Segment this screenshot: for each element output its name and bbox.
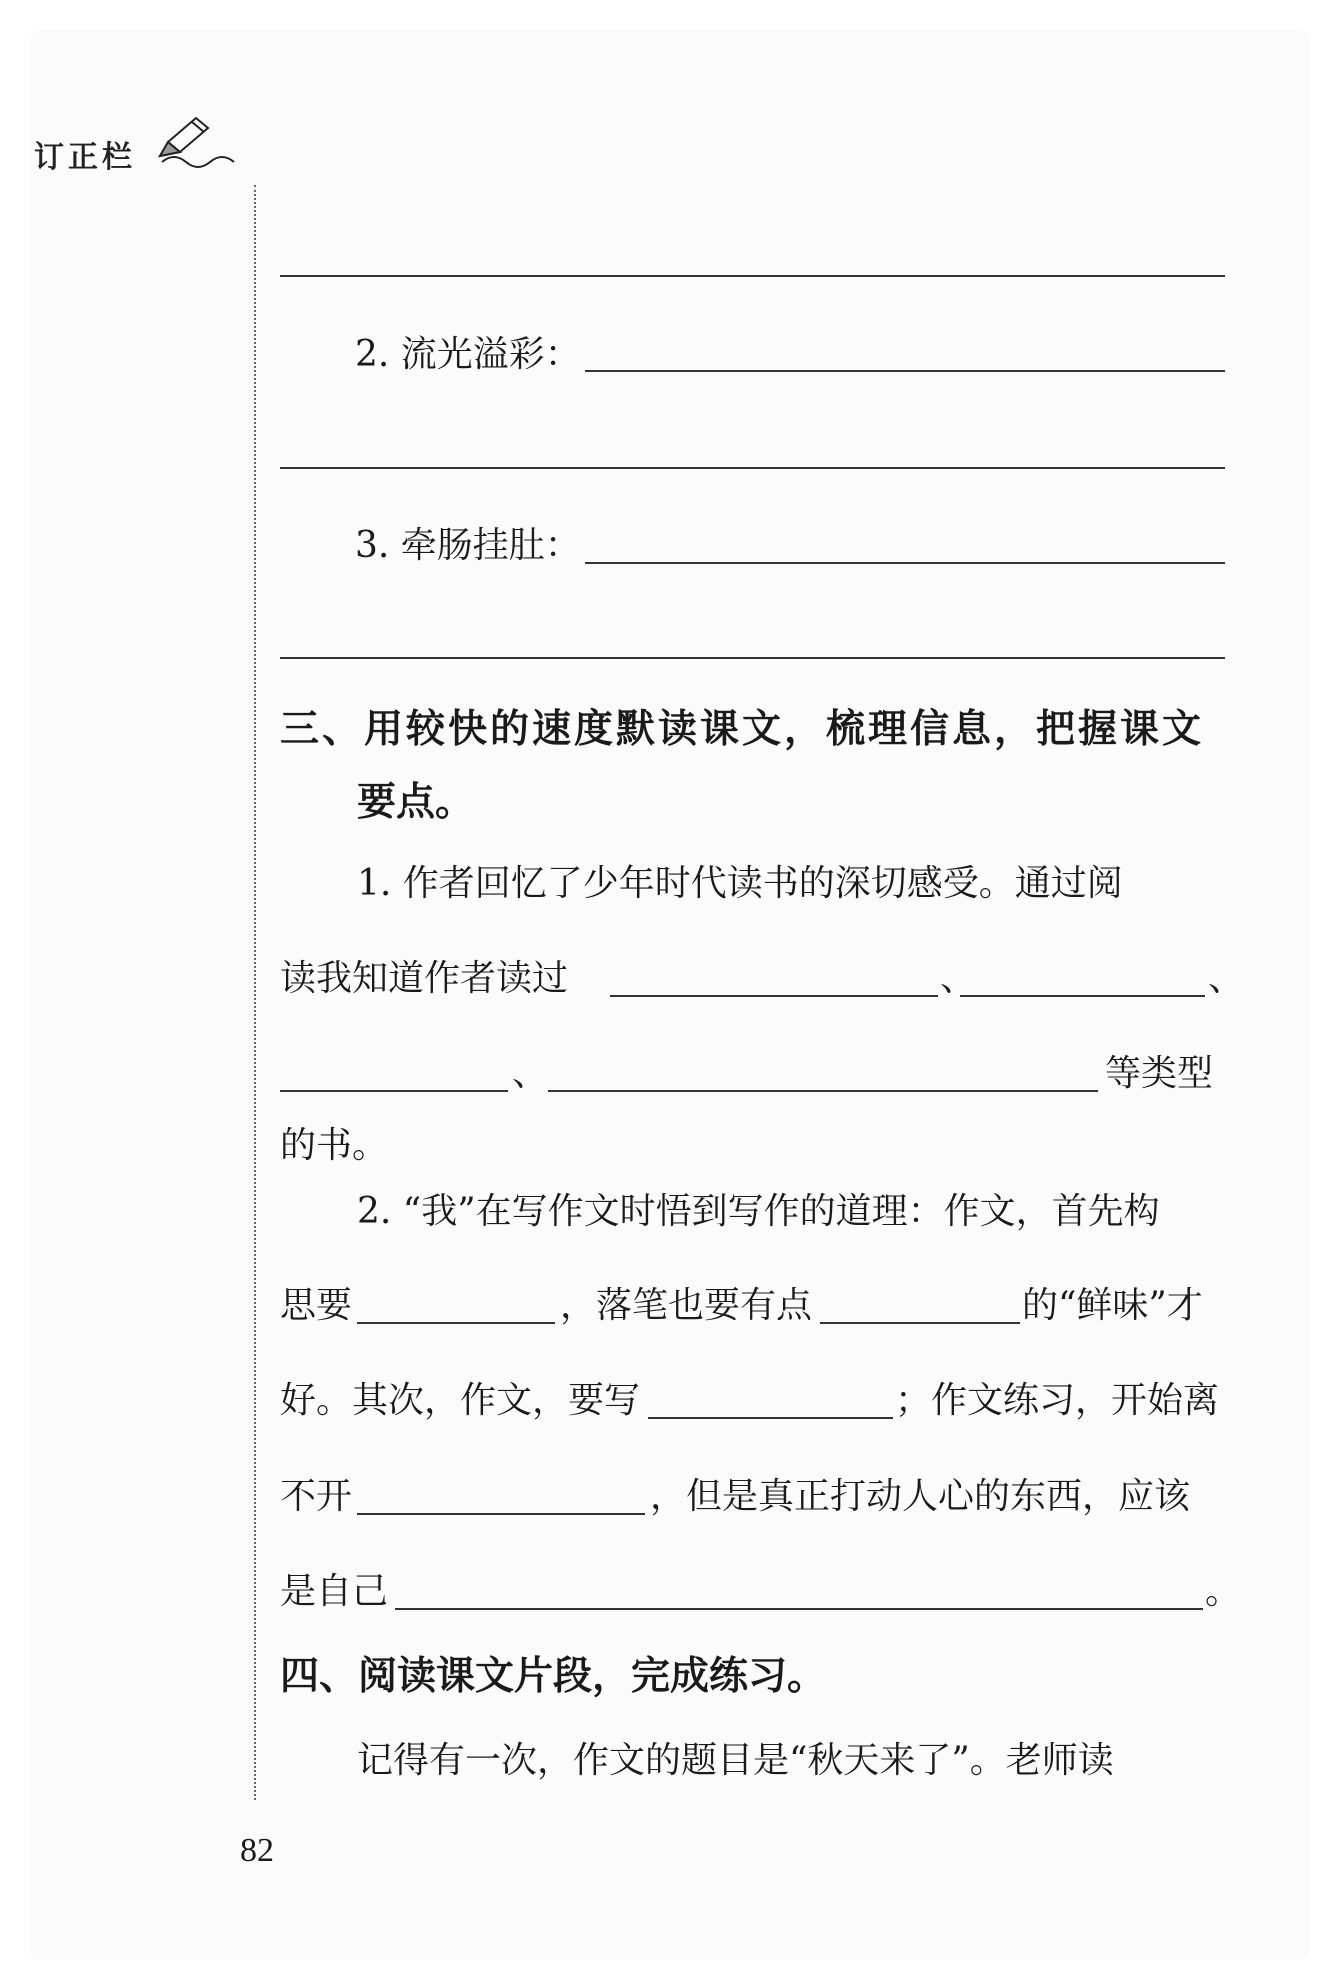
q2-line1: 2. “我”在写作文时悟到写作的道理：作文，首先构: [357, 1191, 1160, 1232]
q2-line4-b: ，但是真正打动人心的东西，应该: [650, 1476, 1191, 1517]
q1-line4: 的书。: [280, 1125, 389, 1166]
blank-book-type-2[interactable]: [960, 995, 1205, 997]
passage-line1: 记得有一次，作文的题目是“秋天来了”。老师读: [357, 1740, 1114, 1781]
q1-line1: 1. 作者回忆了少年时代读书的深切感受。通过阅: [357, 863, 1123, 904]
pencil-icon: [152, 112, 242, 170]
section3-title-cont: 要点。: [357, 780, 475, 825]
section3-title: 三、用较快的速度默读课文，梳理信息，把握课文: [280, 707, 1205, 752]
blank-cannot-leave[interactable]: [357, 1513, 645, 1515]
separator: 、: [1208, 958, 1245, 999]
q1-line2: 读我知道作者读过: [280, 958, 569, 999]
blank-writing[interactable]: [820, 1322, 1020, 1324]
q2-line2-a: 思要: [280, 1285, 353, 1326]
answer-line: [280, 275, 1225, 277]
answer-line[interactable]: [585, 370, 1225, 372]
separator: 、: [940, 958, 977, 999]
q2-line5-b: 。: [1205, 1571, 1242, 1612]
section4-title: 四、阅读课文片段，完成练习。: [280, 1654, 827, 1699]
answer-line[interactable]: [280, 657, 1225, 659]
answer-line[interactable]: [280, 467, 1225, 469]
q2-line4-a: 不开: [280, 1476, 353, 1517]
blank-book-type-4[interactable]: [548, 1090, 1098, 1092]
q2-line3-a: 好。其次，作文，要写: [280, 1380, 641, 1421]
item-label-2: 2. 流光溢彩：: [355, 334, 581, 375]
answer-line[interactable]: [585, 562, 1225, 564]
q1-line3-end: 等类型: [1105, 1053, 1214, 1094]
q2-line2-b: ，落笔也要有点: [560, 1285, 813, 1326]
correction-column-label: 订正栏: [34, 140, 136, 175]
item-label-3: 3. 牵肠挂肚：: [355, 525, 581, 566]
separator: 、: [512, 1053, 549, 1094]
q2-line3-b: ；作文练习，开始离: [895, 1380, 1220, 1421]
blank-conception[interactable]: [357, 1322, 555, 1324]
blank-book-type-1[interactable]: [610, 995, 938, 997]
margin-divider: [254, 185, 256, 1800]
q2-line2-c: 的“鲜味”才: [1022, 1285, 1203, 1326]
q2-line5-a: 是自己: [280, 1571, 389, 1612]
page-number: 82: [240, 1832, 274, 1869]
blank-book-type-3[interactable]: [280, 1090, 508, 1092]
blank-own[interactable]: [395, 1608, 1203, 1610]
blank-write-what[interactable]: [648, 1417, 893, 1419]
